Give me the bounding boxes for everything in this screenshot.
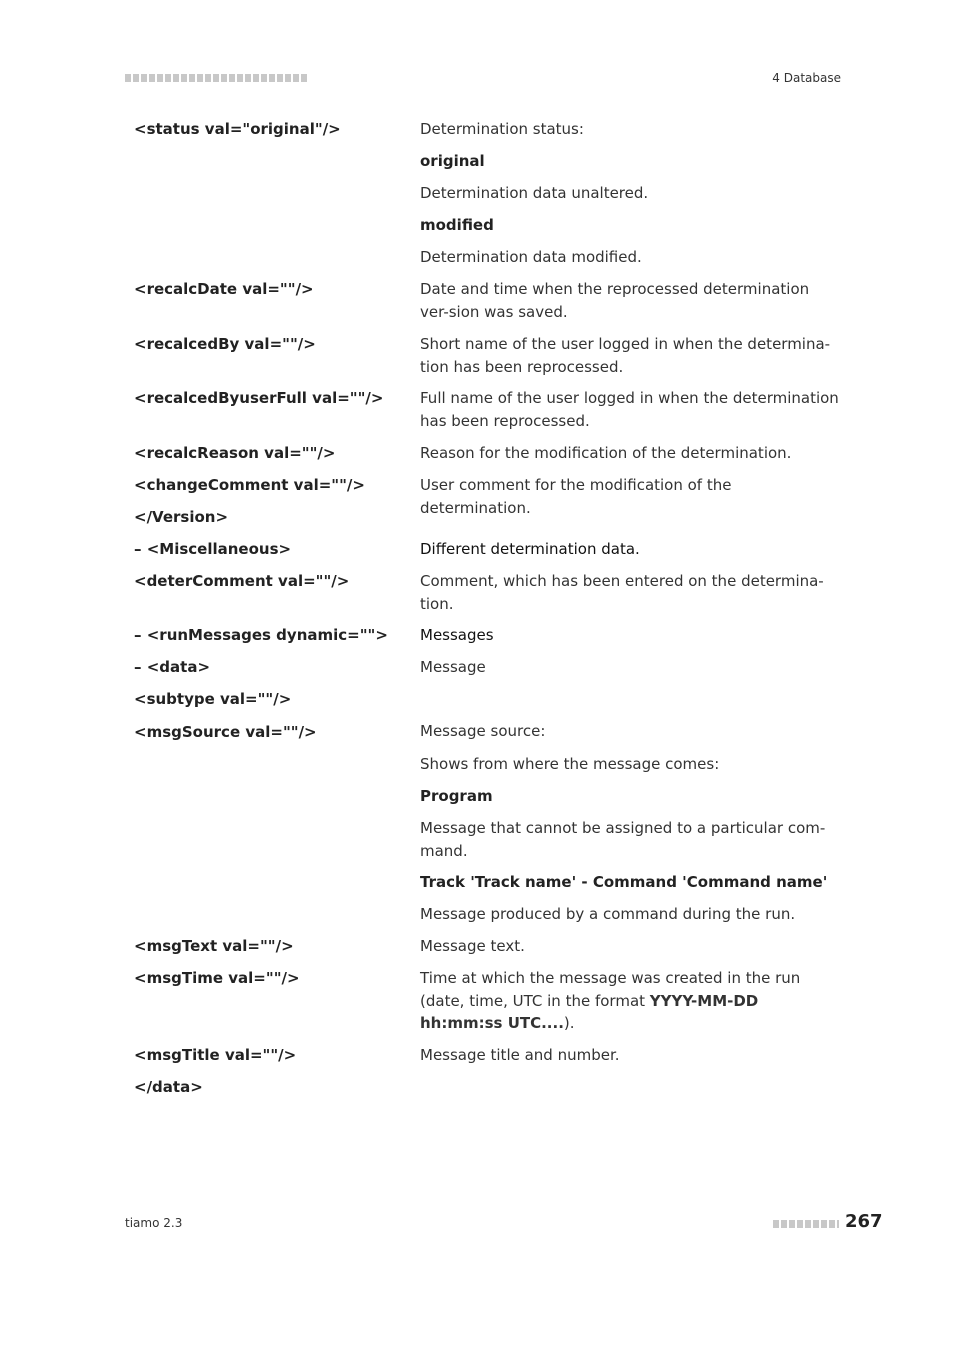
description-miscellaneous: Different determination data. (420, 540, 640, 558)
page-number: 267 (845, 1211, 883, 1232)
description-recalcdate: Date and time when the reprocessed determination ver-sion was saved. (420, 280, 810, 321)
description-msgtext: Message text. (420, 937, 525, 955)
term-track-command: Track 'Track name' - Command 'Command name' (420, 873, 828, 891)
xml-tag-miscellaneous: – <Miscellaneous> (134, 540, 292, 558)
description-msgtime (420, 967, 840, 1035)
description-msgtime-text: Time at which the message was created in the run (date, time, UTC in the format (420, 969, 801, 1010)
description-msgtitle: Message title and number. (420, 1046, 620, 1064)
description-msgsource-2: Shows from where the message comes: (420, 755, 720, 773)
xml-tag-status: <status val="original"/> (134, 120, 341, 138)
xml-tag-runmessages: – <runMessages dynamic=""> (134, 626, 388, 644)
xml-tag-data-close: </data> (134, 1078, 203, 1096)
xml-tag-recalcreason: <recalcReason val=""/> (134, 444, 336, 462)
xml-tag-recalcedby: <recalcedBy val=""/> (134, 335, 316, 353)
term-program: Program (420, 787, 493, 805)
xml-tag-msgtext: <msgText val=""/> (134, 937, 294, 955)
xml-tag-recalcdate: <recalcDate val=""/> (134, 280, 314, 298)
footer-product: tiamo 2.3 (125, 1216, 183, 1230)
description-recalcreason: Reason for the modification of the determination. (420, 444, 792, 462)
xml-tag-changecomment: <changeComment val=""/> (134, 476, 365, 494)
term-original: original (420, 152, 485, 170)
description-msgtime-end: ). (563, 1014, 575, 1032)
description-msgsource: Message source: (420, 722, 546, 740)
xml-tag-msgtitle: <msgTitle val=""/> (134, 1046, 297, 1064)
xml-tag-detercomment: <deterComment val=""/> (134, 572, 350, 590)
description-status: Determination status: (420, 120, 584, 138)
description-modified: Determination data modified. (420, 248, 642, 266)
description-detercomment: Comment, which has been entered on the determina-tion. (420, 572, 824, 613)
xml-tag-recalcedbyuserfull: <recalcedByuserFull val=""/> (134, 389, 384, 407)
xml-tag-msgsource: <msgSource val=""/> (134, 723, 317, 741)
description-original: Determination data unaltered. (420, 184, 649, 202)
footer-decoration (773, 1220, 839, 1228)
xml-tag-subtype: <subtype val=""/> (134, 690, 292, 708)
header-decoration (125, 74, 307, 82)
description-recalcedbyuserfull: Full name of the user logged in when the determination has been reprocessed. (420, 389, 839, 430)
xml-tag-version-close: </Version> (134, 508, 229, 526)
description-data: Message (420, 658, 486, 676)
header-section-title: 4 Database (772, 71, 841, 85)
time-format: YYYY-MM-DD hh:mm:ss UTC.... (420, 991, 759, 1032)
description-recalcedby: Short name of the user logged in when the determina-tion has been reprocessed. (420, 335, 831, 376)
description-runmessages: Messages (420, 626, 494, 644)
description-program: Message that cannot be assigned to a particular com-mand. (420, 819, 826, 860)
xml-tag-msgtime: <msgTime val=""/> (134, 969, 300, 987)
description-changecomment: User comment for the modification of the determination. (420, 476, 732, 517)
xml-tag-data: – <data> (134, 658, 211, 676)
term-modified: modified (420, 216, 494, 234)
description-track-command: Message produced by a command during the run. (420, 905, 796, 923)
